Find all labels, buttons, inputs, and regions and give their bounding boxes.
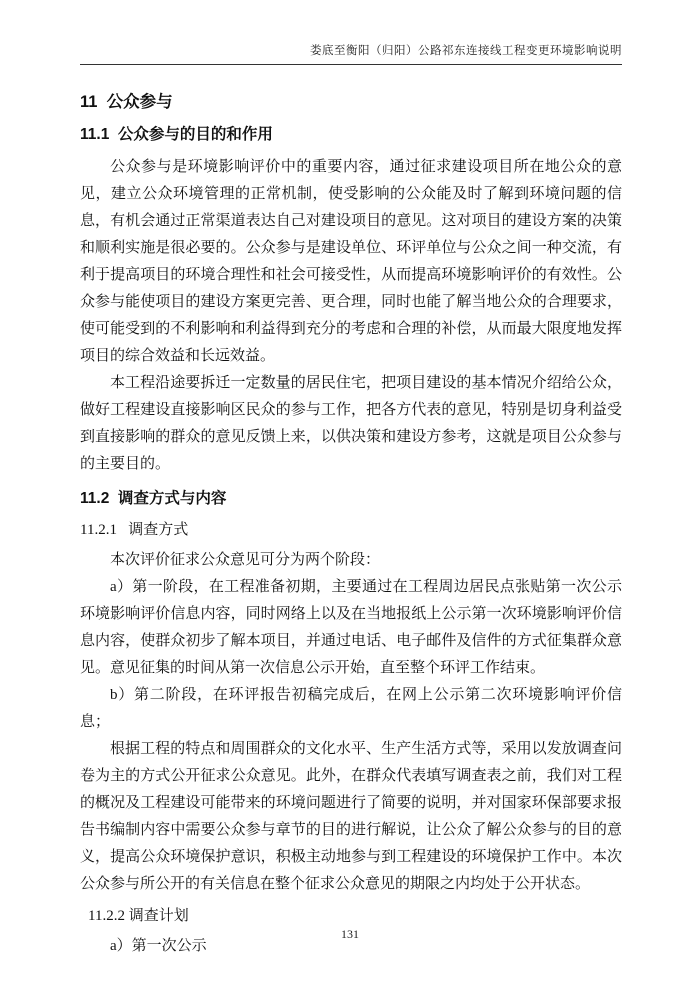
- paragraph-survey-stage-b: b）第二阶段，在环评报告初稿完成后，在网上公示第二次环境影响评价信息；: [80, 687, 622, 730]
- running-header-title: 娄底至衡阳（归阳）公路祁东连接线工程变更环境影响说明: [310, 45, 622, 57]
- heading-subsection-11-2-1: 11.2.1 调查方式: [80, 522, 189, 538]
- running-header: [80, 42, 622, 65]
- paragraph-survey-intro: 本次评价征求公众意见可分为两个阶段：: [110, 552, 381, 568]
- paragraph-plan-first-notice: a）第一次公示: [110, 938, 207, 954]
- heading-chapter-11: 11 公众参与: [80, 93, 173, 111]
- heading-subsection-11-2-2: 11.2.2 调查计划: [88, 908, 189, 924]
- page-number: 131: [341, 927, 359, 941]
- paragraph-survey-method: 根据工程的特点和周围群众的文化水平、生产生活方式等，采用以发放调查问卷为主的方式公开征求公众意见。此外，在群众代表填写调查表之前，我们对工程的概况及工程建设可能带来的环境问题进行了简要的说明，并对国家环保部要求报告书编制内容中需要公众参与章节的目的进行解说，让公众了解公众参与的目的意义，提高公众环境保护意识，积极主动地参与到工程建设的环境保护工作中。本次公众参与所公开的有关信息在整个征求公众意见的期限之内均处于公开状态。: [80, 741, 622, 892]
- heading-section-11-1: 11.1 公众参与的目的和作用: [80, 126, 273, 143]
- paragraph-survey-stage-a: a）第一阶段，在工程准备初期，主要通过在工程周边居民点张贴第一次公示环境影响评价信息内容，同时网络上以及在当地报纸上公示第一次环境影响评价信息内容，使群众初步了解本项目，并通过电话、电子邮件及信件的方式征集群众意见。意见征集的时间从第一次信息公示开始，直至整个环评工作结束。: [80, 579, 622, 676]
- page-footer: [0, 927, 700, 942]
- paragraph-purpose-1: 公众参与是环境影响评价中的重要内容，通过征求建设项目所在地公众的意见，建立公众环境管理的正常机制，使受影响的公众能及时了解到环境问题的信息，有机会通过正常渠道表达自己对建设项目的意见。这对项目的建设方案的决策和顺利实施是很必要的。公众参与是建设单位、环评单位与公众之间一种交流，有利于提高项目的环境合理性和社会可接受性，从而提高环境影响评价的有效性。公众参与能使项目的建设方案更完善、更合理，同时也能了解当地公众的合理要求，使可能受到的不利影响和利益得到充分的考虑和合理的补偿，从而最大限度地发挥项目的综合效益和长远效益。: [80, 159, 622, 364]
- document-content: [80, 70, 622, 960]
- heading-section-11-2: 11.2 调查方式与内容: [80, 490, 227, 507]
- paragraph-purpose-2: 本工程沿途要拆迁一定数量的居民住宅，把项目建设的基本情况介绍给公众，做好工程建设直接影响区民众的参与工作，把各方代表的意见，特别是切身利益受到直接影响的群众的意见反馈上来，以供决策和建设方参考，这就是项目公众参与的主要目的。: [80, 375, 622, 472]
